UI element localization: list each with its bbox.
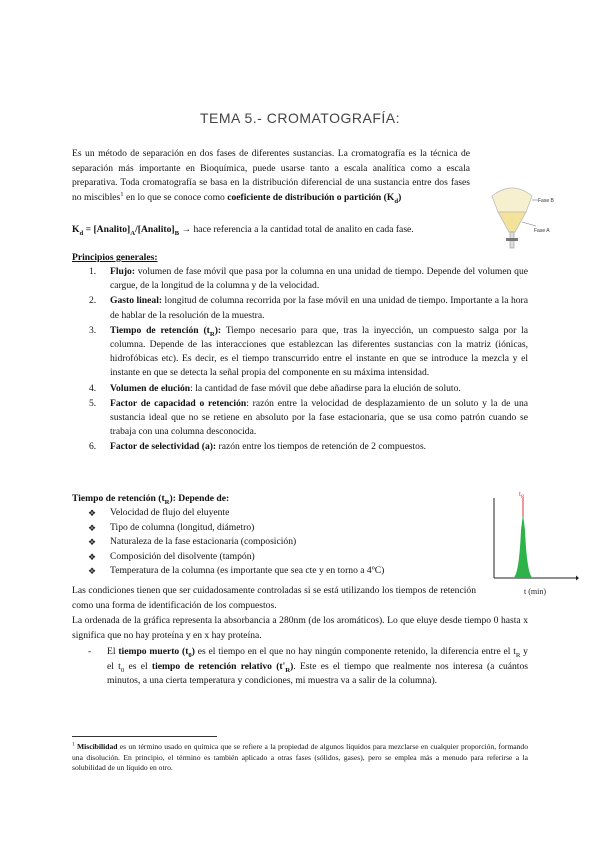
dead-time-item: - El tiempo muerto $(t_0)$ es el tiempo en el que no hay ningún componente retenido, la diferencia entre el $t_R$ y el $t_0$ es el tiempo de retención relativo $(t'_R)$. Este es el tiempo que realmente nos interesa (a cuántos minutos, a una cierta temperatura y condiciones, mi muestra va a salir de la columna).: [88, 646, 528, 686]
principle-item: 3. Tiempo de retención $(t_R)$: Tiempo necesario para que, tras la inyección, un compuesto salga por la columna. Depende de las interacciones que establezcan las diferentes sustancias con la matriz (iónicas, hidrofóbicas etc). Es decir, es el tiempo transcurrido entre el instante en que se introduce la mezcla y el instante en que se detecta la señal propia del componente en su máxima intensidad.: [89, 324, 529, 379]
phase-b-label: Fase B: [538, 198, 554, 204]
retention-time-label: $t_R$: [519, 490, 525, 500]
intro-paragraph: Es un método de separación en dos fases de diferentes sustancias. La cromatografía es la técnica de separación más importante en Bioquímica, puede usarse tanto a escala analítica como a escala preparativa. Toda cromatografía se basa en la distribución diferencial de una sustancia entre dos fases no miscibles$^1$ en lo que se conoce como coeficiente de distribución o partición $(K_d)$: [72, 148, 470, 205]
conditions-paragraph: Las condiciones tienen que ser cuidadosamente controladas si se está utilizando los tiempos de retención como una forma de identificación de los compuestos.: [72, 585, 476, 611]
principle-item: 5. Factor de capacidad o retención: razón entre la velocidad de desplazamiento de un soluto y la de una sustancia ideal que no se retiene en absoluto por la fase estacionaria, que se usa como patrón cuando se trabaja con una columna desconocida.: [89, 397, 528, 438]
retention-factors-list: [88, 506, 384, 579]
principle-item: 4. Volumen de elución: la cantidad de fase móvil que debe añadirse para la elución de soluto.: [89, 382, 461, 394]
funnel-stopcock: [506, 238, 518, 241]
distribution-formula: $K_d$ = $[Analito]_A/[Analito]_B$ → hace referencia a la cantidad total de analito en cada fase.: [72, 224, 414, 237]
page-title: TEMA 5.- CROMATOGRAFÍA:: [199, 110, 400, 126]
principle-item: 6. Factor de selectividad (a): razón entre los tiempos de retención de 2 compuestos.: [89, 441, 427, 453]
diamond-bullet-icon: ❖: [88, 508, 97, 518]
list-item: ❖ Naturaleza de la fase estacionaria (composición): [88, 535, 384, 550]
footnote: $^1$ Miscibilidad es un término usado en química que se refiere a la propiedad de algunos líquidos para mezclarse en cualquier proporción, formando una disolución. En principio, el término es también aplicado a otras fases (sólidos, gases), pero se emplea más a menudo para referirse a la solubilidad de un líquido en otro.: [72, 741, 528, 772]
list-item: ❖ Velocidad de flujo del eluyente: [88, 506, 384, 521]
phase-a-label: Fase A: [534, 228, 550, 234]
principle-item: 1. Flujo: volumen de fase móvil que pasa por la columna en una unidad de tiempo. Depende del volumen que cargue, de la longitud de la columna y de la velocidad.: [89, 266, 528, 292]
principles-list: [72, 265, 528, 456]
diamond-bullet-icon: ❖: [88, 522, 97, 533]
diamond-bullet-icon: ❖: [88, 566, 97, 577]
list-item: ❖ Tipo de columna (longitud, diámetro): [88, 521, 384, 536]
x-axis-arrow: [576, 576, 579, 581]
principle-item: 2. Gasto lineal: longitud de columna recorrida por la fase móvil en una unidad de tiempo. Importante a la hora de hablar de la resolución de la muestra.: [89, 295, 528, 321]
list-item: ❖ Temperatura de la columna (es importante que sea cte y en torno a 4ºC): [88, 564, 384, 579]
ordinate-paragraph: La ordenada de la gráfica representa la absorbancia a 280nm (de los aromáticos). Lo que eluye desde tiempo 0 hasta x significa que no hay proteína y en x hay proteína.: [72, 615, 528, 641]
elution-peak: [513, 514, 533, 578]
diamond-bullet-icon: ❖: [88, 537, 97, 548]
x-axis-label: t (min): [524, 587, 546, 596]
separatory-funnel-figure: [486, 178, 554, 258]
funnel-bottom-phase: [498, 212, 526, 232]
list-item: ❖ Composición del disolvente (tampón): [88, 550, 384, 565]
chromatogram-figure: [486, 490, 578, 600]
diamond-bullet-icon: ❖: [88, 551, 97, 562]
principles-heading: Principios generales:: [72, 252, 158, 263]
footnote-divider: [72, 736, 217, 737]
footnote-ref[interactable]: 1: [120, 190, 124, 198]
funnel-top-phase: [492, 188, 532, 212]
retention-heading: Tiempo de retención $(t_R)$: Depende de:: [72, 493, 230, 506]
